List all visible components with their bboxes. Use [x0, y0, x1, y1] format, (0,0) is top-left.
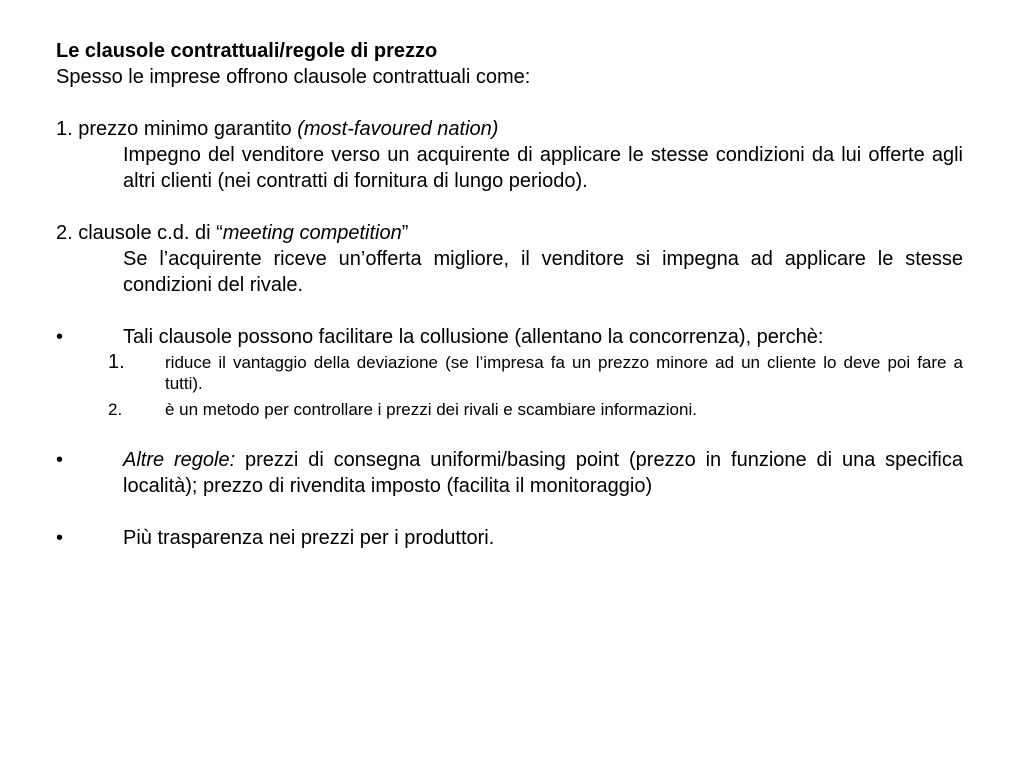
clause-1-description: Impegno del venditore verso un acquirente di applicare le stesse condizioni da lui offerte agli altri clienti (nei contratti di fornitura di lungo periodo).	[123, 144, 963, 192]
bullet-text: Più trasparenza nei prezzi per i produttori.	[123, 527, 495, 549]
sub-item-text: è un metodo per controllare i prezzi dei rivali e scambiare informazioni.	[165, 400, 697, 419]
bullet-italic-lead: Altre regole:	[123, 449, 236, 471]
clause-2-suffix: ”	[401, 222, 409, 244]
bullet-point-other-rules	[56, 447, 963, 499]
bullet-point-collusion	[56, 324, 963, 350]
sub-item-number: 1.	[108, 351, 125, 373]
clause-1-title	[56, 116, 963, 142]
spacer	[56, 298, 963, 324]
bullet-icon: •	[56, 326, 64, 348]
spacer	[56, 194, 963, 220]
bullet-text: Tali clausole possono facilitare la collusione (allentano la concorrenza), perchè:	[123, 326, 824, 348]
sub-item-number: 2.	[108, 400, 123, 419]
bullet-icon: •	[56, 527, 64, 549]
spacer	[56, 90, 963, 116]
clause-2-title	[56, 220, 963, 246]
slide-heading: Le clausole contrattuali/regole di prezzo	[56, 40, 438, 62]
clause-1-prefix: 1. prezzo minimo garantito	[56, 118, 298, 140]
spacer	[56, 420, 963, 447]
sub-item-1	[108, 352, 963, 394]
bullet-text	[123, 447, 963, 499]
bullet-icon: •	[56, 449, 64, 471]
bullet-body: prezzi di consegna uniformi/basing point (prezzo in funzione di una specifica località); prezzo di rivendita imposto (facilita il monitoraggio)	[123, 449, 963, 497]
slide-content	[56, 38, 963, 551]
spacer	[56, 499, 963, 525]
clause-2-italic: meeting competition	[222, 222, 402, 244]
sub-item-2	[108, 399, 963, 420]
clause-2-prefix: 2. clausole c.d. di “	[56, 222, 223, 244]
bullet-point-transparency	[56, 525, 963, 551]
clause-1-italic: (most-favoured nation)	[297, 118, 499, 140]
intro-text: Spesso le imprese offrono clausole contrattuali come:	[56, 66, 531, 88]
sub-item-text: riduce il vantaggio della deviazione (se l’impresa fa un prezzo minore ad un cliente lo deve poi fare a tutti).	[165, 353, 963, 393]
clause-2-description: Se l’acquirente riceve un’offerta migliore, il venditore si impegna ad applicare le stesse condizioni del rivale.	[123, 248, 963, 296]
